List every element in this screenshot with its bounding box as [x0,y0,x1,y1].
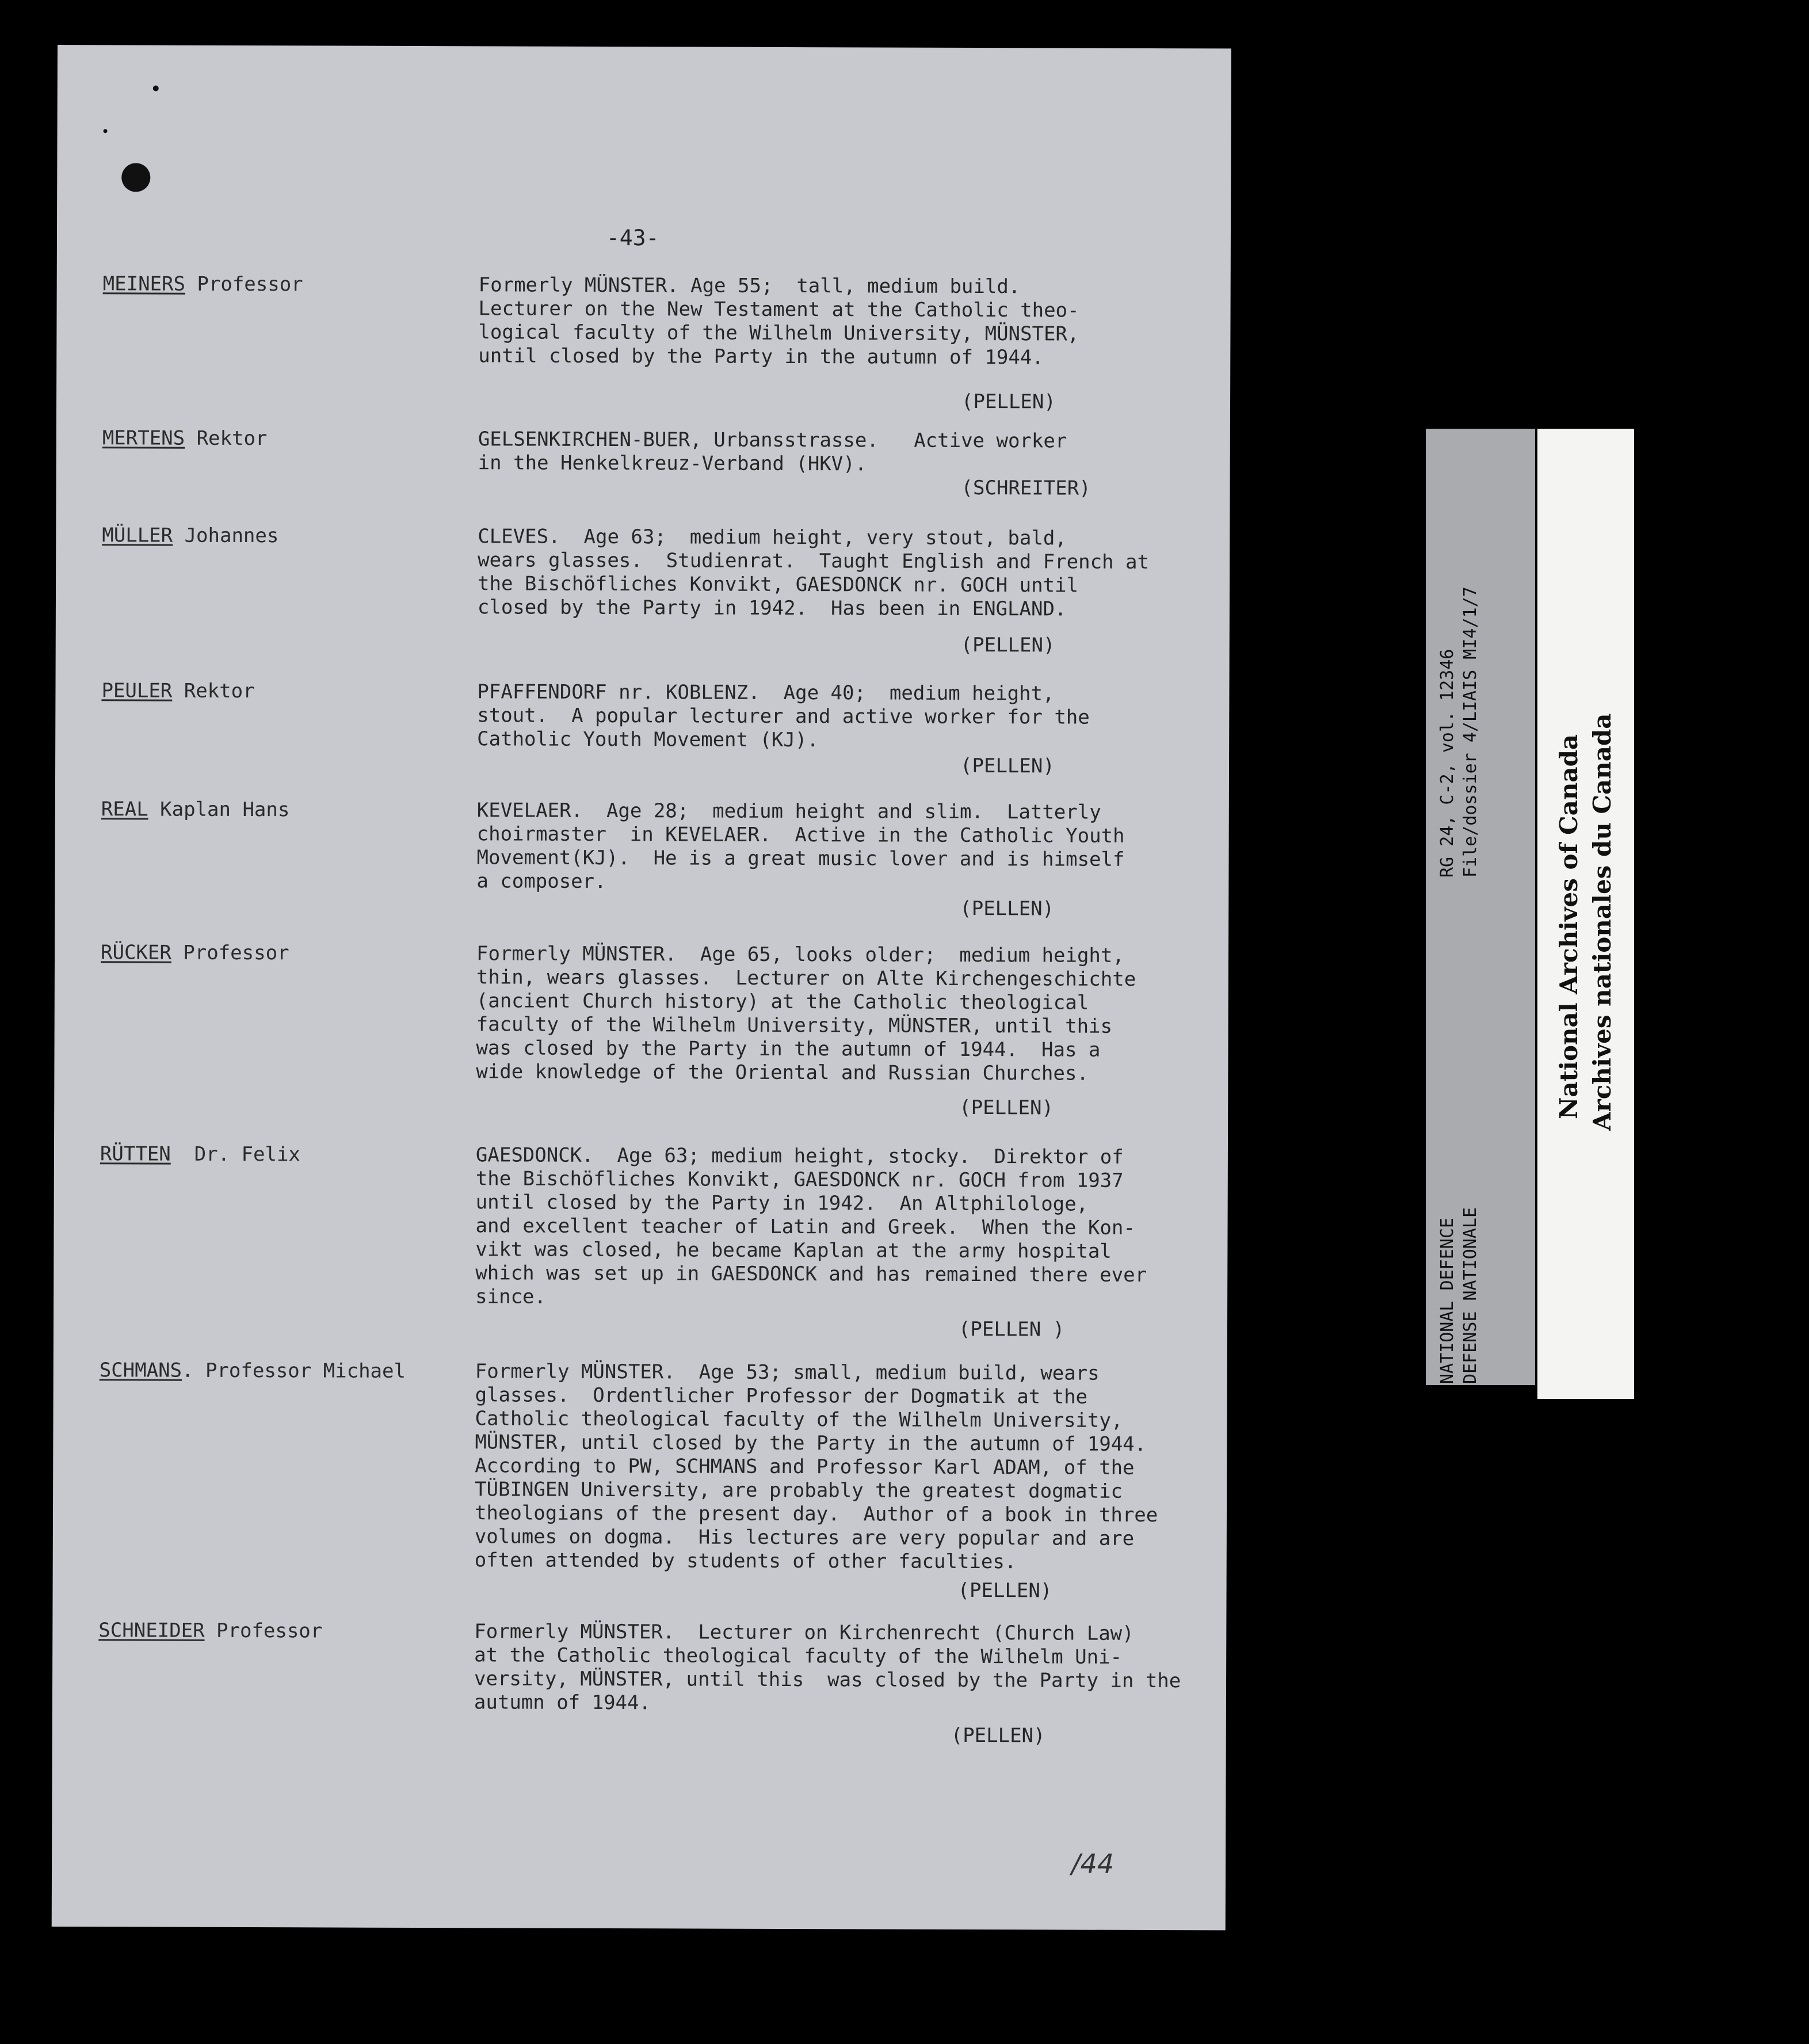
entry-peuler [56,679,1230,778]
archives-name-fr: Archives nationales du Canada [1588,713,1616,1131]
entry-source: (PELLEN) [960,897,1055,921]
entry-name [101,798,290,821]
entry-text: Formerly MÜNSTER. Age 65, looks older; medium height, thin, wears glasses. Lecturer on Alte Kirchengeschichte (ancient Church history) at the Catholic theological faculty of the Wilhelm University, MÜNSTER, until this was closed by the Party in the autumn of 1944. Has a wide knowledge of the Oriental and Russian Churches. [476,942,1136,1085]
entry-source: (PELLEN ) [958,1317,1065,1341]
entry-text: Formerly MÜNSTER. Age 55; tall, medium build. Lecturer on the New Testament at the Catholic theo- logical faculty of the Wilhelm University, MÜNSTER, until closed by the Party in the autumn of 1944. [478,273,1079,369]
entry-text: KEVELAER. Age 28; medium height and slim. Latterly choirmaster in KEVELAER. Active in the Catholic Youth Movement(KJ). He is a great music lover and is himself a composer. [476,799,1125,894]
punch-hole-mark [121,163,150,192]
entry-meiners [57,272,1231,414]
archives-name-en: National Archives of Canada [1555,734,1583,1119]
entry-title: Kaplan Hans [148,798,290,822]
entry-text: GELSENKIRCHEN-BUER, Urbansstrasse. Active worker in the Henkelkreuz-Verband (HKV). [478,428,1067,476]
entry-surname: MERTENS [102,426,185,450]
entry-text: PFAFFENDORF nr. KOBLENZ. Age 40; medium height, stout. A popular lecturer and active worker for the Catholic Youth Movement (KJ). [477,680,1090,752]
entry-name [102,426,268,450]
entry-name [100,1142,300,1166]
entry-name [103,272,303,296]
entry-source: (PELLEN) [959,1096,1054,1120]
entry-surname: PEULER [101,679,173,703]
entry-title: Rektor [172,679,255,703]
entry-title: Professor [204,1619,323,1643]
entry-title: Johannes [173,524,279,548]
reference-line-2: File/dossier 4/LIAIS MI4/1/7 [1460,586,1480,878]
entry-title: Rektor [185,426,268,451]
entry-source: (SCHREITER) [961,476,1091,500]
entry-surname: SCHNEIDER [98,1619,205,1642]
entry-title: Professor [185,272,303,296]
entry-source: (PELLEN) [960,754,1055,778]
defence-line-1: NATIONAL DEFENCE [1437,1218,1457,1384]
entry-surname: MEINERS [102,272,186,296]
document-page [52,45,1231,1930]
entry-name [101,941,289,964]
entry-name [100,1359,406,1383]
entry-mertens [56,426,1230,500]
entry-schmans [54,1359,1227,1603]
entry-source: (PELLEN) [957,1578,1052,1603]
entry-name [101,679,254,703]
continuation-note: /44 [1071,1848,1115,1879]
entry-text: Formerly MÜNSTER. Lecturer on Kirchenrecht (Church Law) at the Catholic theological faculty of the Wilhelm Uni- versity, MÜNSTER, until this was closed by the Party in the autumn of 1944. [474,1620,1181,1715]
entry-title: Dr. Felix [170,1142,301,1166]
entry-surname: RÜTTEN [100,1142,171,1166]
entry-text: CLEVES. Age 63; medium height, very stout, bald, wears glasses. Studienrat. Taught English and French at the Bischöfliches Konvikt, GAESDONCK nr. GOCH until closed by the Party in 1942. Has been in ENGLAND. [477,525,1150,621]
entry-schneider [52,1619,1226,1748]
ink-speck [104,129,108,133]
entry-name [98,1619,322,1642]
archive-label-white [1537,429,1634,1399]
entry-title: Professor [171,941,289,965]
entry-surname: RÜCKER [100,941,171,964]
entry-source: (PELLEN) [960,633,1055,657]
entry-real [55,798,1229,921]
entry-text: Formerly MÜNSTER. Age 53; small, medium build, wears glasses. Ordentlicher Professor der Dogmatik at the Catholic theological faculty of the Wilhelm University, MÜNSTER, until closed by the Party in the autumn of 1944. According to PW, SCHMANS and Professor Karl ADAM, of the TÜBINGEN University, are probably the greatest dogmatic theologians of the present day. Author of a book in three volumes on dogma. His lectures are very popular and are often attended by students of other faculties. [474,1360,1158,1574]
entry-name [102,524,278,547]
entry-ruetten [54,1142,1228,1341]
entry-title: . Professor Michael [181,1359,406,1383]
defence-line-2: DEFENSE NATIONALE [1460,1207,1480,1384]
entry-text: GAESDONCK. Age 63; medium height, stocky. Direktor of the Bischöfliches Konvikt, GAESDONCK nr. GOCH from 1937 until closed by the Party in 1942. An Altphilologe, and excellent teacher of Latin and Greek. When the Kon- vikt was closed, he became Kaplan at the army hospital which was set up in GAESDONCK and has remained there ever since. [475,1143,1147,1309]
page-number: -43- [606,224,659,251]
ink-speck [153,86,159,91]
entry-surname: REAL [101,798,148,821]
entry-surname: MÜLLER [102,524,173,547]
entry-mueller [56,524,1230,657]
reference-line-1: RG 24, C-2, vol. 12346 [1437,649,1457,878]
entry-source: (PELLEN) [951,1723,1045,1748]
entry-source: (PELLEN) [961,390,1056,414]
entry-ruecker [55,941,1228,1120]
entry-surname: SCHMANS [99,1359,182,1382]
archive-label-gray [1426,429,1535,1385]
